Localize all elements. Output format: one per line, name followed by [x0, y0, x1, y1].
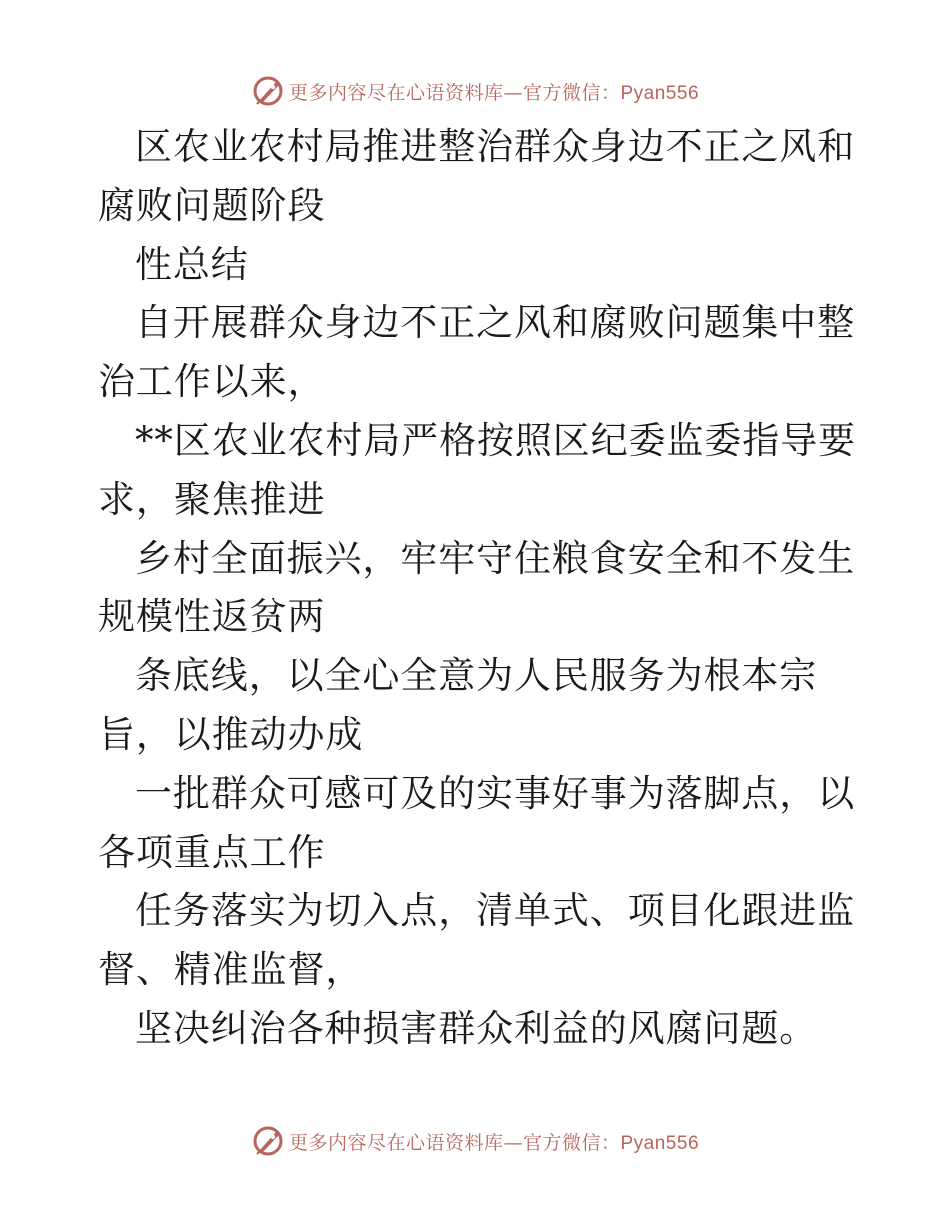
paragraph: 任务落实为切入点，清单式、项目化跟进监督、精准监督，	[98, 889, 856, 992]
paragraph: 一批群众可感可及的实事好事为落脚点，以各项重点工作	[98, 771, 856, 874]
paragraph: 条底线，以全心全意为人民服务为根本宗旨，以推动办成	[98, 654, 818, 756]
paragraph: 坚决纠治各种损害群众利益的风腐问题。	[135, 1006, 818, 1050]
paragraph: 性总结	[135, 242, 249, 286]
paragraph: 自开展群众身边不正之风和腐败问题集中整治工作以来，	[98, 301, 856, 404]
paragraph: **区农业农村局严格按照区纪委监委指导要求，聚焦推进	[98, 418, 856, 521]
header-watermark	[0, 71, 950, 111]
document-body	[98, 118, 858, 1059]
footer-watermark	[0, 1121, 950, 1161]
paragraph: 区农业农村局推进整治群众身边不正之风和腐败问题阶段	[98, 125, 856, 227]
pen-circle-logo-icon	[251, 74, 285, 108]
paragraph: 乡村全面振兴，牢牢守住粮食安全和不发生规模性返贫两	[98, 536, 856, 639]
pen-circle-logo-icon	[251, 1124, 285, 1158]
watermark-text: 更多内容尽在心语资料库—官方微信：Pyan556	[288, 1131, 700, 1154]
watermark-text: 更多内容尽在心语资料库—官方微信：Pyan556	[288, 81, 700, 104]
